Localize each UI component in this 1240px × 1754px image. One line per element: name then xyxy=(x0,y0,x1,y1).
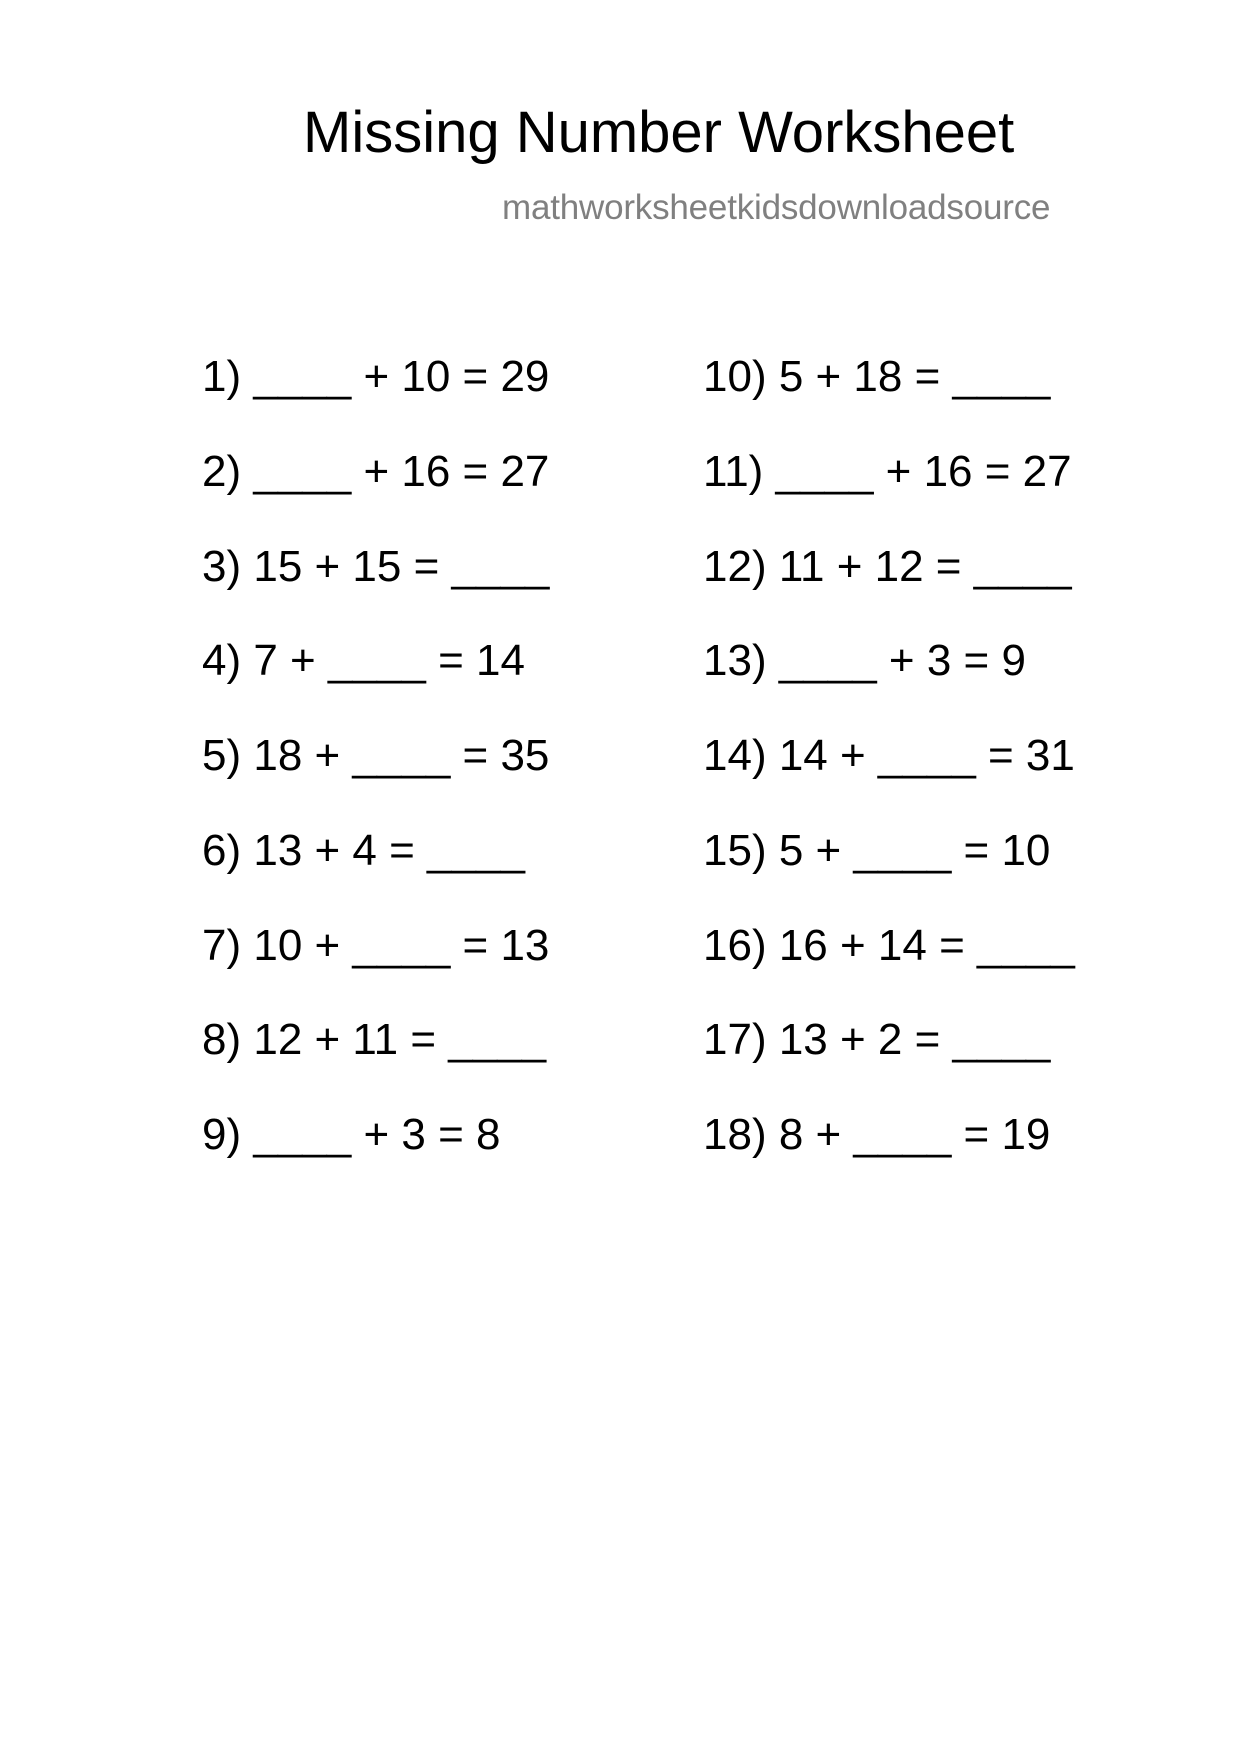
worksheet-title: Missing Number Worksheet xyxy=(303,100,1015,165)
problem-12: 12) 11 + 12 = ____ xyxy=(703,541,1072,591)
problem-7: 7) 10 + ____ = 13 xyxy=(202,920,550,970)
worksheet-source-watermark: mathworksheetkidsdownloadsource xyxy=(502,188,1051,227)
problem-15: 15) 5 + ____ = 10 xyxy=(703,825,1051,875)
problem-11: 11) ____ + 16 = 27 xyxy=(703,446,1072,496)
problem-list-right xyxy=(703,330,1075,1183)
problem-18: 18) 8 + ____ = 19 xyxy=(703,1110,1051,1159)
problem-10: 10) 5 + 18 = ____ xyxy=(703,352,1051,401)
problem-2: 2) ____ + 16 = 27 xyxy=(202,446,550,496)
problem-17: 17) 13 + 2 = ____ xyxy=(703,1015,1051,1065)
problem-4: 4) 7 + ____ = 14 xyxy=(202,636,525,686)
problem-1: 1) ____ + 10 = 29 xyxy=(202,352,550,401)
problem-9: 9) ____ + 3 = 8 xyxy=(202,1110,501,1159)
problem-8: 8) 12 + 11 = ____ xyxy=(202,1015,547,1065)
problem-14: 14) 14 + ____ = 31 xyxy=(703,731,1075,780)
problem-6: 6) 13 + 4 = ____ xyxy=(202,825,525,875)
problem-3: 3) 15 + 15 = ____ xyxy=(202,541,550,591)
problem-13: 13) ____ + 3 = 9 xyxy=(703,636,1026,686)
problem-5: 5) 18 + ____ = 35 xyxy=(202,731,550,780)
problem-16: 16) 16 + 14 = ____ xyxy=(703,920,1075,970)
problem-list-left xyxy=(202,330,549,1183)
